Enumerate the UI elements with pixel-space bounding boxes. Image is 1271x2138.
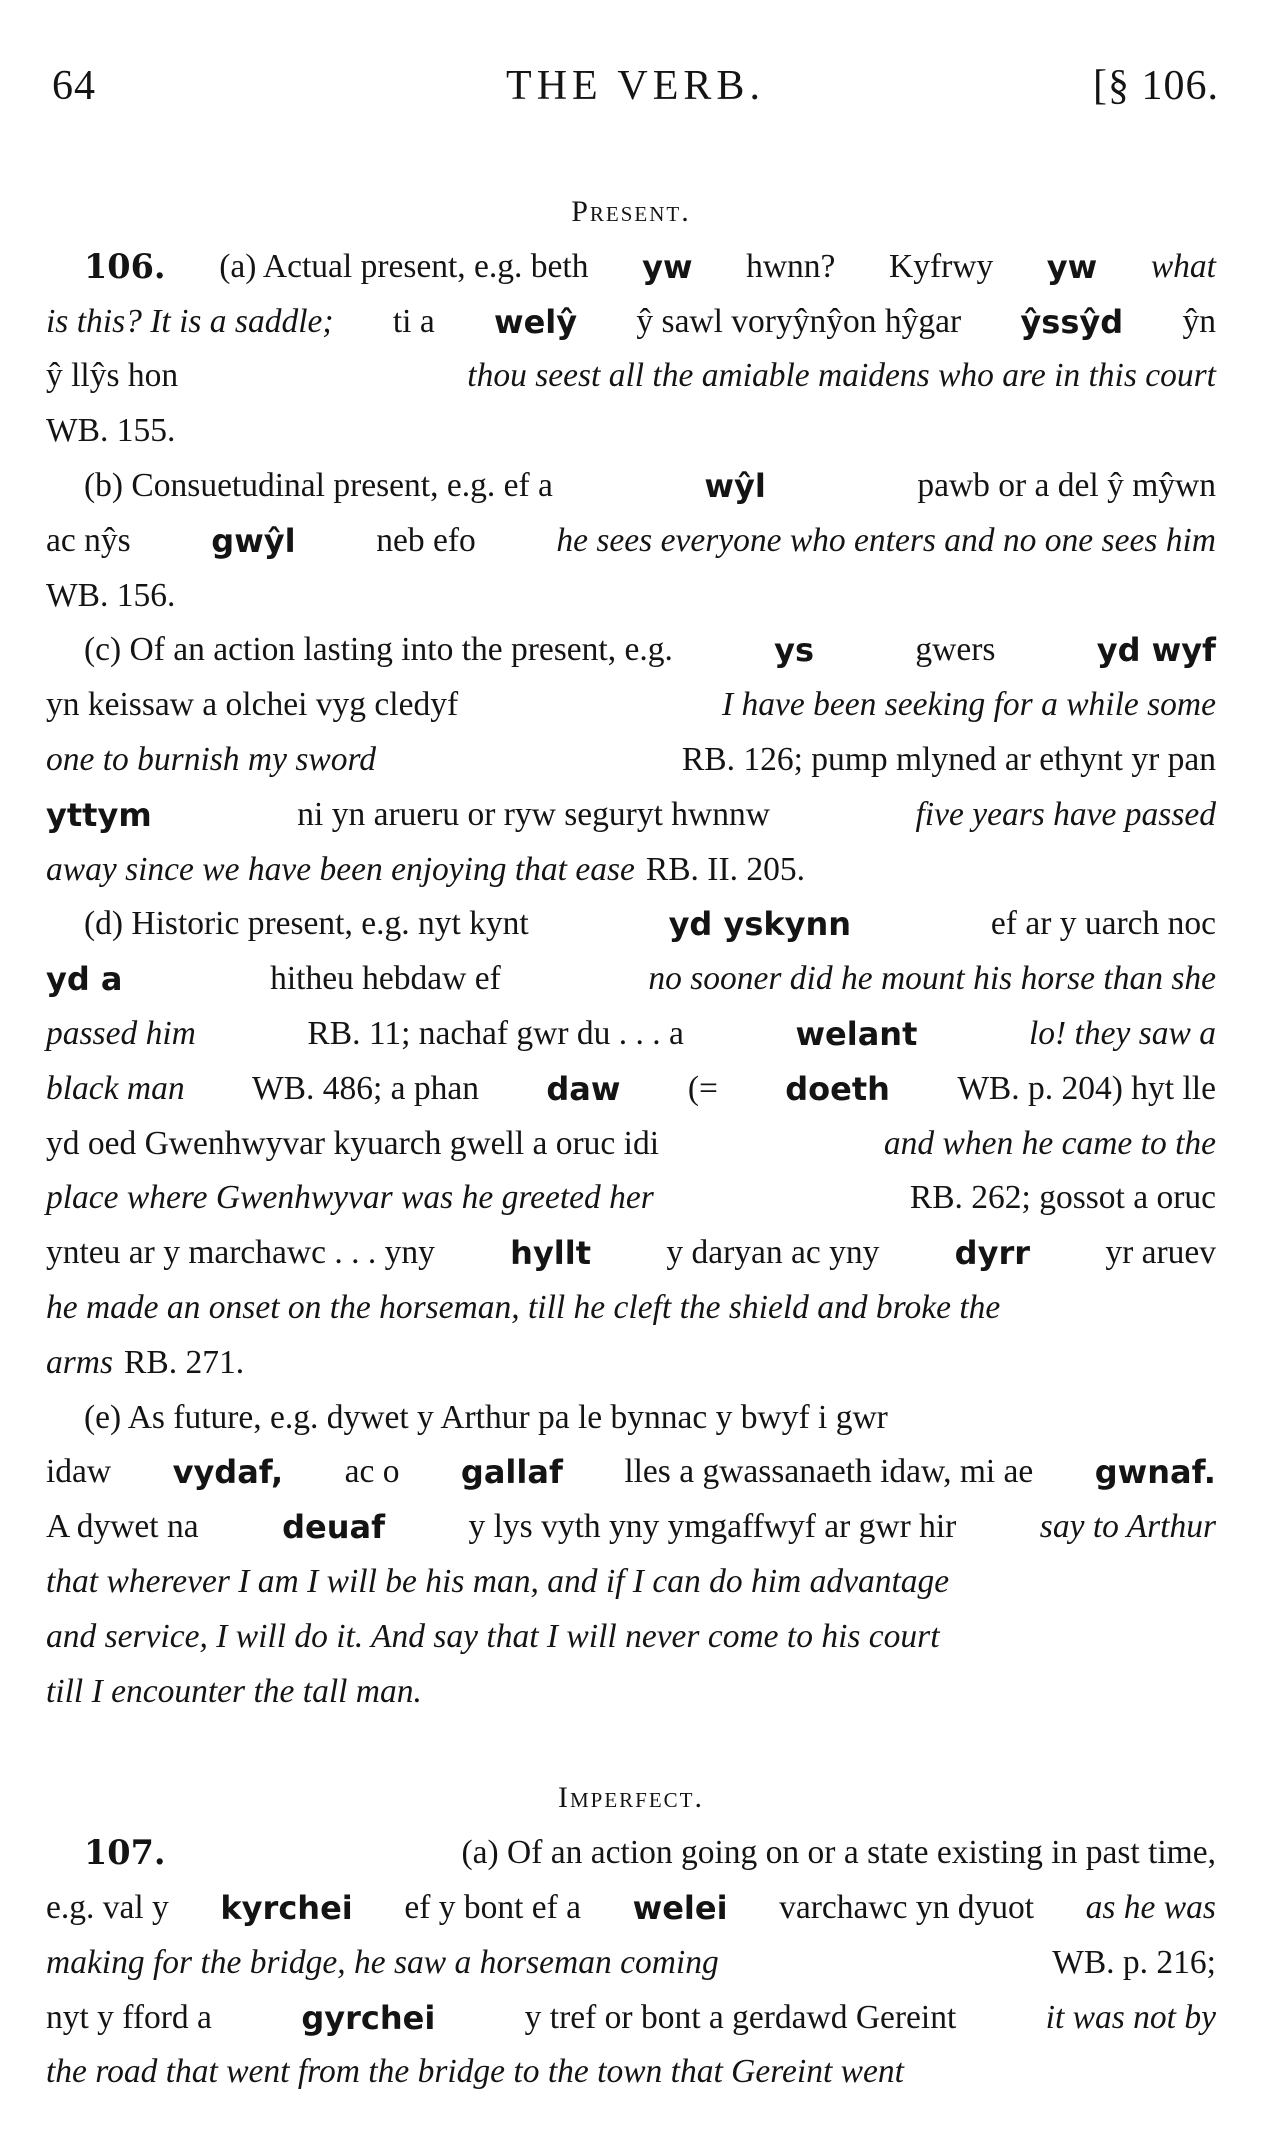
- english-translation: and service, I will do it. And say that I will never come to his court: [46, 1617, 940, 1655]
- text-line: [46, 788, 1216, 843]
- english-translation: as he was: [1085, 1888, 1216, 1926]
- welsh-verb-form: yd yskynn: [668, 905, 852, 944]
- text-line: [46, 1336, 1216, 1391]
- text-run: ŷ llŷs hon: [46, 357, 179, 395]
- text-line: [46, 843, 1216, 898]
- welsh-verb-form: daw: [546, 1069, 621, 1108]
- text-run: yn keissaw a olchei vyg cledyf: [46, 686, 459, 724]
- welsh-verb-form: wŷl: [704, 466, 766, 505]
- welsh-verb-form: yw: [1046, 247, 1098, 286]
- text-run: ef y bont ef a: [404, 1888, 582, 1926]
- text-line: [46, 1826, 1216, 1881]
- english-translation: he made an onset on the horseman, till he cleft the shield and broke the: [46, 1288, 1001, 1326]
- text-run: WB. p. 204) hyt lle: [957, 1069, 1216, 1107]
- welsh-verb-form: gallaf: [460, 1453, 563, 1492]
- english-translation: place where Gwenhwyvar was he greeted her: [46, 1179, 654, 1217]
- text-line: [46, 1881, 1216, 1936]
- text-run: y lys vyth yny ymgaffwyf ar gwr hir: [468, 1508, 957, 1546]
- text-line: [46, 952, 1216, 1007]
- section-heading-present: [46, 185, 1216, 240]
- paragraph-number: 107.: [84, 1833, 166, 1873]
- page-number: 64: [52, 63, 96, 109]
- welsh-verb-form: vydaf,: [172, 1453, 284, 1492]
- text-run: ni yn arueru or ryw seguryt hwnnw: [297, 795, 770, 833]
- text-run: RB. 126; pump mlyned ar ethynt yr pan: [681, 740, 1216, 778]
- english-translation: and when he came to the: [883, 1124, 1216, 1162]
- text-run: (a) Actual present, e.g. beth: [219, 247, 589, 285]
- text-line: [46, 897, 1216, 952]
- text-run: RB. II. 205.: [645, 850, 805, 888]
- text-run: (c) Of an action lasting into the present, e.g.: [84, 631, 673, 669]
- text-run: (e) As future, e.g. dywet y Arthur pa le bynnac y bwyf i gwr: [84, 1398, 888, 1436]
- text-run: ti a: [392, 302, 435, 340]
- text-line: [46, 1610, 1216, 1665]
- english-translation: thou seest all the amiable maidens who are in this court: [467, 357, 1216, 395]
- welsh-verb-form: yd a: [46, 960, 123, 999]
- text-run: pawb or a del ŷ mŷwn: [917, 466, 1216, 504]
- welsh-verb-form: doeth: [785, 1069, 890, 1108]
- welsh-verb-form: yttym: [46, 795, 152, 834]
- text-run: ŷ sawl voryŷnŷon hŷgar: [636, 302, 962, 340]
- english-translation: that wherever I am I will be his man, and if I can do him advantage: [46, 1562, 950, 1600]
- heading-text: Imperfect.: [557, 1781, 705, 1815]
- text-run: e.g. val y: [46, 1888, 169, 1926]
- english-translation: is this? It is a saddle;: [46, 302, 334, 340]
- text-line: [46, 569, 1216, 624]
- text-run: y daryan ac yny: [666, 1234, 880, 1272]
- page-body: [46, 185, 1216, 2100]
- text-line: [46, 295, 1216, 350]
- text-line: [46, 1991, 1216, 2046]
- welsh-verb-form: kyrchei: [220, 1888, 353, 1927]
- welsh-verb-form: deuaf: [282, 1508, 385, 1547]
- text-run: lles a gwassanaeth idaw, mi ae: [624, 1453, 1034, 1491]
- english-translation: five years have passed: [915, 795, 1216, 833]
- text-line: [46, 349, 1216, 404]
- heading-text: Present.: [571, 195, 691, 228]
- english-translation: no sooner did he mount his horse than she: [648, 960, 1216, 998]
- text-line: [46, 240, 1216, 295]
- text-line: [46, 459, 1216, 514]
- text-line: [46, 1117, 1216, 1172]
- english-translation: say to Arthur: [1039, 1508, 1216, 1546]
- text-run: nyt y fford a: [46, 1998, 212, 2036]
- text-run: ac o: [344, 1453, 400, 1491]
- english-translation: black man: [46, 1069, 185, 1107]
- imperfect-paragraphs: [46, 1826, 1216, 2100]
- english-translation: passed him: [46, 1014, 196, 1052]
- paragraph-number: 106.: [84, 246, 166, 286]
- text-run: WB. 486; a phan: [252, 1069, 480, 1107]
- text-line: [46, 1226, 1216, 1281]
- english-translation: arms: [46, 1343, 114, 1381]
- text-run: neb efo: [376, 521, 476, 559]
- text-run: hwnn?: [746, 247, 836, 285]
- english-translation: till I encounter the tall man.: [46, 1672, 422, 1710]
- text-line: [46, 404, 1216, 459]
- welsh-verb-form: welei: [632, 1888, 728, 1927]
- english-translation: away since we have been enjoying that ease: [46, 850, 635, 888]
- text-run: ŷn: [1182, 302, 1216, 340]
- text-run: hitheu hebdaw ef: [270, 960, 501, 998]
- text-line: [46, 678, 1216, 733]
- welsh-verb-form: yd wyf: [1096, 631, 1216, 670]
- welsh-verb-form: ŷssŷd: [1020, 302, 1124, 341]
- text-run: (b) Consuetudinal present, e.g. ef a: [84, 466, 553, 504]
- text-line: [46, 514, 1216, 569]
- text-run: yd oed Gwenhwyvar kyuarch gwell a oruc idi: [46, 1124, 660, 1162]
- welsh-verb-form: dyrr: [954, 1234, 1030, 1273]
- text-line: [46, 1500, 1216, 1555]
- text-run: WB. 155.: [46, 412, 176, 450]
- section-heading-imperfect: [46, 1771, 1216, 1826]
- running-title: THE VERB.: [506, 63, 765, 109]
- welsh-verb-form: yw: [642, 247, 693, 286]
- text-run: gwers: [915, 631, 996, 669]
- text-line: [46, 1007, 1216, 1062]
- text-run: Kyfrwy: [889, 247, 994, 285]
- text-run: RB. 262; gossot a oruc: [909, 1179, 1216, 1217]
- running-header: [52, 62, 1219, 122]
- english-translation: lo! they saw a: [1028, 1014, 1216, 1052]
- welsh-verb-form: welŷ: [494, 302, 578, 341]
- text-line: [46, 1665, 1216, 1720]
- welsh-verb-form: gwŷl: [211, 521, 296, 560]
- english-translation: it was not by: [1045, 1998, 1216, 2036]
- english-translation: the road that went from the bridge to the town that Gereint went: [46, 2053, 904, 2091]
- text-line: [46, 1062, 1216, 1117]
- welsh-verb-form: ys: [774, 631, 815, 670]
- text-run: ac nŷs: [46, 521, 131, 559]
- present-paragraphs: [46, 240, 1216, 1720]
- text-line: [46, 1171, 1216, 1226]
- text-run: (d) Historic present, e.g. nyt kynt: [84, 905, 529, 943]
- text-line: [46, 623, 1216, 678]
- text-run: WB. 156.: [46, 576, 176, 614]
- text-run: (a) Of an action going on or a state existing in past time,: [461, 1834, 1216, 1872]
- text-run: WB. p. 216;: [1052, 1943, 1216, 1981]
- text-line: [46, 1391, 1216, 1446]
- text-line: [46, 733, 1216, 788]
- text-run: A dywet na: [46, 1508, 199, 1546]
- section-gap: [46, 1719, 1216, 1771]
- text-line: [46, 2045, 1216, 2100]
- text-line: [46, 1936, 1216, 1991]
- text-run: yr aruev: [1105, 1234, 1216, 1272]
- text-line: [46, 1445, 1216, 1500]
- welsh-verb-form: welant: [795, 1014, 918, 1053]
- welsh-verb-form: gwnaf.: [1094, 1453, 1216, 1492]
- text-line: [46, 1281, 1216, 1336]
- text-line: [46, 1555, 1216, 1610]
- english-translation: what: [1150, 247, 1216, 285]
- section-reference: [§ 106.: [1093, 63, 1219, 109]
- text-run: ynteu ar y marchawc . . . yny: [46, 1234, 435, 1272]
- english-translation: I have been seeking for a while some: [722, 686, 1216, 724]
- text-run: (=: [687, 1069, 718, 1107]
- text-run: RB. 11; nachaf gwr du . . . a: [307, 1014, 684, 1052]
- english-translation: making for the bridge, he saw a horseman coming: [46, 1943, 719, 1981]
- text-run: RB. 271.: [124, 1343, 245, 1381]
- text-run: idaw: [46, 1453, 112, 1491]
- text-run: varchawc yn dyuot: [779, 1888, 1035, 1926]
- english-translation: he sees everyone who enters and no one sees him: [556, 521, 1216, 559]
- text-run: y tref or bont a gerdawd Gereint: [524, 1998, 957, 2036]
- english-translation: one to burnish my sword: [46, 740, 377, 778]
- welsh-verb-form: gyrchei: [301, 1998, 436, 2037]
- text-run: ef ar y uarch noc: [990, 905, 1216, 943]
- welsh-verb-form: hyllt: [510, 1234, 592, 1273]
